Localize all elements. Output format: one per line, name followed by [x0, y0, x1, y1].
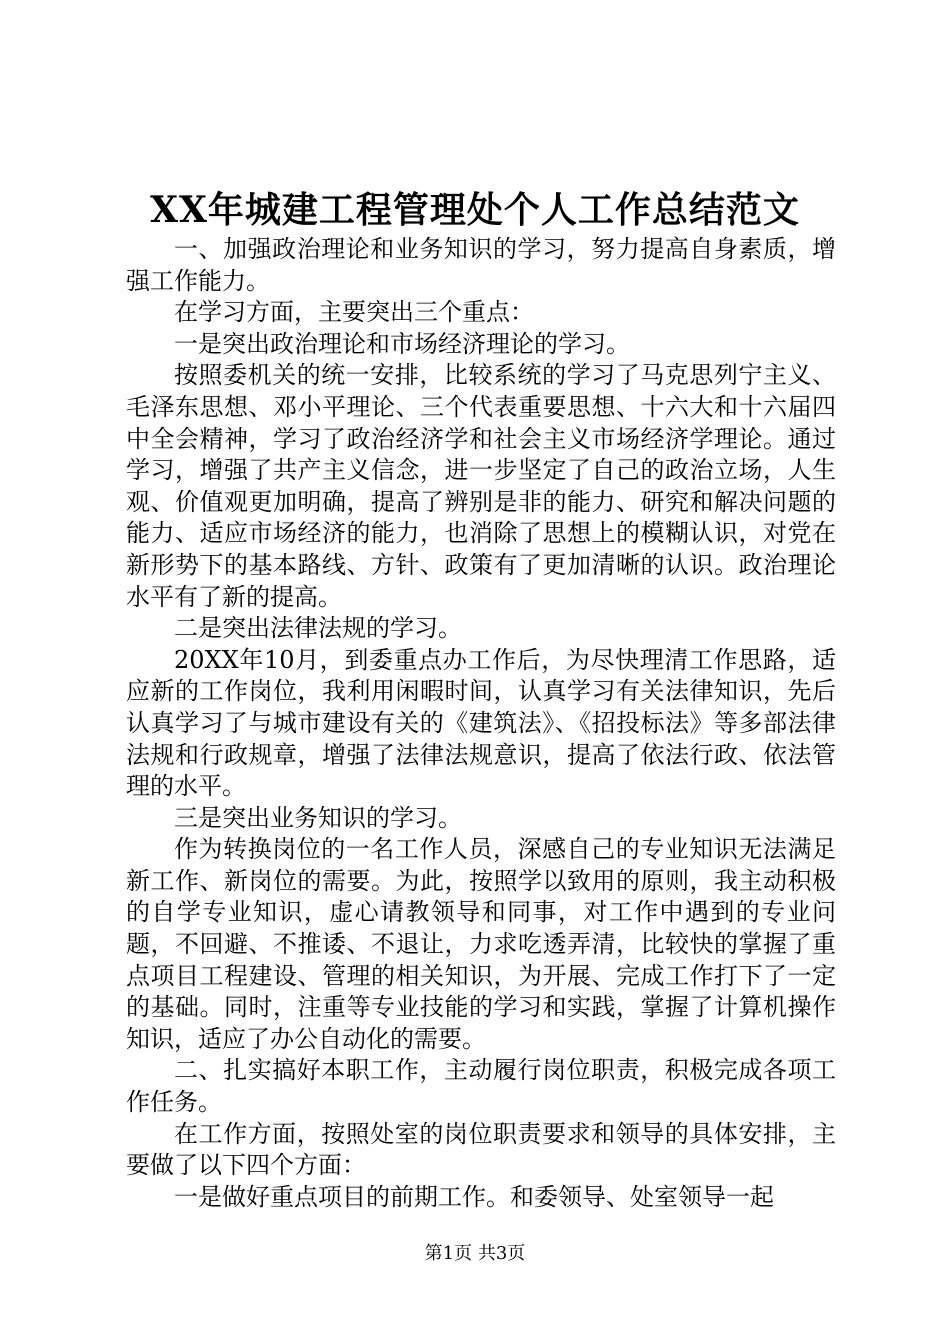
paragraph: 三是突出业务知识的学习。 [174, 803, 462, 832]
paragraph: 二、扎实搞好本职工作，主动履行岗位职责，积极完成各项工作任务。 [126, 1056, 836, 1117]
paragraph: 按照委机关的统一安排，比较系统的学习了马克思列宁主义、毛泽东思想、邓小平理论、三个代表重要思想、十六大和十六届四中全会精神，学习了政治经济学和社会主义市场经济学理论。通过学习，增强了共产主义信念，进一步坚定了自己的政治立场，人生观、价值观更加明确，提高了辨别是非的能力、研究和解决问题的能力、适应市场经济的能力，也消除了思想上的模糊认识，对党在新形势下的基本路线、方针、政策有了更加清晰的认识。政治理论水平有了新的提高。 [126, 361, 836, 611]
paragraph: 一是突出政治理论和市场经济理论的学习。 [174, 329, 630, 358]
paragraph: 在学习方面，主要突出三个重点： [174, 298, 534, 327]
page-footer: 第1页 共3页 [424, 1243, 526, 1264]
paragraph: 在工作方面，按照处室的岗位职责要求和领导的具体安排，主要做了以下四个方面： [126, 1119, 836, 1180]
document-body [126, 234, 836, 1213]
paragraph: 作为转换岗位的一名工作人员，深感自己的专业知识无法满足新工作、新岗位的需要。为此，按照学以致用的原则，我主动积极的自学专业知识，虚心请教领导和同事，对工作中遇到的专业问题，不回避、不推诿、不退让，力求吃透弄清，比较快的掌握了重点项目工程建设、管理的相关知识，为开展、完成工作打下了一定的基础。同时，注重等专业技能的学习和实践，掌握了计算机操作知识，适应了办公自动化的需要。 [126, 835, 836, 1053]
paragraph: 20XX年10月，到委重点办工作后，为尽快理清工作思路，适应新的工作岗位，我利用闲暇时间，认真学习有关法律知识，先后认真学习了与城市建设有关的《建筑法》、《招投标法》等多部法律法规和行政规章，增强了法律法规意识，提高了依法行政、依法管理的水平。 [126, 645, 836, 801]
paragraph: 二是突出法律法规的学习。 [174, 614, 462, 643]
document-title: XX年城建工程管理处个人工作总结范文 [150, 189, 800, 231]
paragraph: 一是做好重点项目的前期工作。和委领导、处室领导一起 [174, 1182, 774, 1211]
paragraph: 一、加强政治理论和业务知识的学习，努力提高自身素质，增强工作能力。 [126, 235, 836, 295]
